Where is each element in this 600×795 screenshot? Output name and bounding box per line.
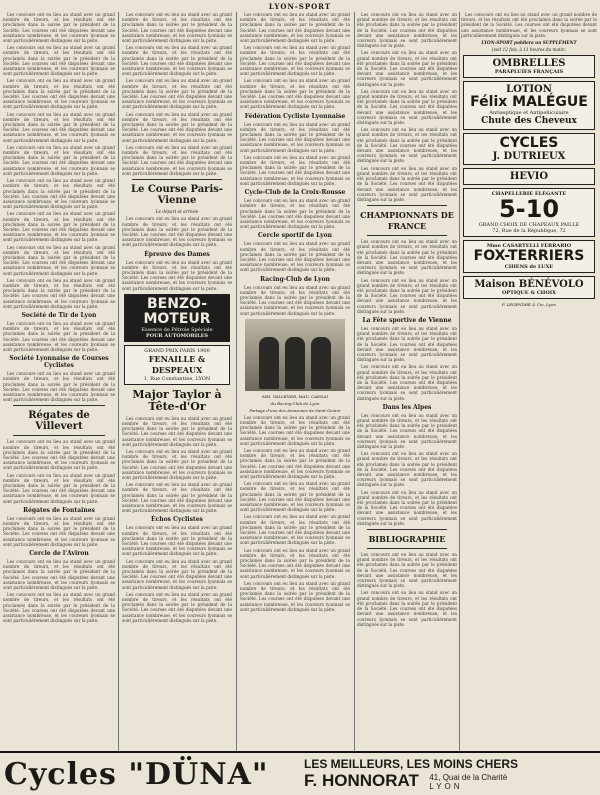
- separator: [367, 235, 447, 236]
- section-heading: Échos Cyclistes: [151, 516, 203, 524]
- photo-caption: Partage d'une des Amazones de Saint-Geoire: [249, 407, 341, 413]
- article-text: Les concours ont eu lieu au stand avec un grand nombre de tireurs, et les résultats ont été proclamés dans la soirée par le président de la Société. Les courses ont été disputées devant une assistance nombreuse, et les coureurs lyonnais se sont particulièrement distingués sur la piste.: [3, 439, 115, 471]
- section-heading: La Fête sportive de Vienne: [362, 316, 452, 324]
- article-text: Les concours ont eu lieu au stand avec un grand nombre de tireurs, et les résultats ont été proclamés dans la soirée par le président de la Société. Les courses ont été disputées devant une assistance nombreuse, et les coureurs lyonnais se sont particulièrement distingués sur la piste.: [240, 121, 350, 153]
- section-heading: Cercle sportif de Lyon: [257, 232, 332, 240]
- article-text: Les concours ont eu lieu au stand avec un grand nombre de tireurs, et les résultats ont été proclamés dans la soirée par le président de la Société. Les courses ont été disputées devant une assistance nombreuse, et les coureurs lyonnais se sont particulièrement distingués sur la piste.: [357, 239, 457, 276]
- article-text: Les concours ont eu lieu au stand avec un grand nombre de tireurs, et les résultats ont été proclamés dans la soirée par le président de la Société. Les courses ont été disputées devant une assistance nombreuse, et les coureurs lyonnais se sont particulièrement distingués sur la piste.: [357, 590, 457, 627]
- article-text: Les concours ont eu lieu au stand avec un grand nombre de tireurs, et les résultats ont été proclamés dans la soirée par le président de la Société. Les courses ont été disputées devant une assistance nombreuse, et les coureurs lyonnais se sont particulièrement distingués sur la piste.: [122, 144, 232, 176]
- article-text: Les concours ont eu lieu au stand avec un grand nombre de tireurs, et les résultats ont été proclamés dans la soirée par le président de la Société. Les courses ont été disputées devant une assistance nombreuse, et les coureurs lyonnais se sont particulièrement distingués sur la piste.: [240, 447, 350, 479]
- lotion-ad: [463, 81, 595, 130]
- article-text: Les concours ont eu lieu au stand avec un grand nombre de tireurs, et les résultats ont été proclamés dans la soirée par le président de la Société. Les courses ont été disputées devant une assistance nombreuse, et les coureurs lyonnais se sont particulièrement distingués sur la piste.: [122, 78, 232, 110]
- section-heading: Régates de Fontaines: [23, 506, 95, 514]
- supplement-notice: LYON-SPORT publiera un SUPPLÉMENT: [481, 40, 577, 46]
- section-heading: Cercle de l'Aviron: [29, 550, 89, 558]
- footer-address: 41, Quai de la Charité: [429, 772, 508, 782]
- article-text: Les concours ont eu lieu au stand avec un grand nombre de tireurs, et les résultats ont été proclamés dans la soirée par le président de la Société. Les courses ont été disputées devant une assistance nombreuse, et les coureurs lyonnais se sont particulièrement distingués sur la piste.: [461, 12, 597, 38]
- photo-caption: MM. VALLENER, MAU, CAENAI: [262, 393, 328, 399]
- article-text: Les concours ont eu lieu au stand avec un grand nombre de tireurs, et les résultats ont été proclamés dans la soirée par le président de la Société. Les courses ont été disputées devant une assistance nombreuse, et les coureurs lyonnais se sont particulièrement distingués sur la piste.: [240, 12, 350, 44]
- footer-right: [304, 757, 600, 791]
- ombrelles-ad: [463, 55, 595, 78]
- ad-line: Antiseptique et Antipelliculaire: [489, 110, 569, 117]
- footer-slogan: LES MEILLEURS, LES MOINS CHERS: [304, 757, 519, 771]
- article-text: Les concours ont eu lieu au stand avec un grand nombre de tireurs, et les résultats ont été proclamés dans la soirée par le président de la Société. Les courses ont été disputées devant une assistance nombreuse, et les coureurs lyonnais se sont particulièrement distingués sur la piste.: [122, 448, 232, 480]
- article-text: Les concours ont eu lieu au stand avec un grand nombre de tireurs, et les résultats ont été proclamés dans la soirée par le président de la Société. Les courses ont été disputées devant une assistance nombreuse, et les coureurs lyonnais se sont particulièrement distingués sur la piste.: [357, 277, 457, 314]
- ad-line: Essence de Pétrole Spéciale: [141, 326, 213, 333]
- team-photo: [245, 319, 345, 391]
- section-heading: Dans les Alpes: [382, 403, 432, 411]
- ad-title: HEVIO: [509, 171, 549, 183]
- section-heading: Racing-Club de Lyon: [260, 275, 330, 283]
- ad-title: OMBRELLES: [492, 58, 566, 70]
- article-text: Les concours ont eu lieu au stand avec un grand nombre de tireurs, et les résultats ont été proclamés dans la soirée par le président de la Société. Les courses ont été disputées devant une assistance nombreuse, et les coureurs lyonnais se sont particulièrement distingués sur la piste.: [3, 178, 115, 210]
- article-text: Les concours ont eu lieu au stand avec un grand nombre de tireurs, et les résultats ont été proclamés dans la soirée par le président de la Société. Les courses ont été disputées devant une assistance nombreuse, et les coureurs lyonnais se sont particulièrement distingués sur la piste.: [3, 277, 115, 309]
- article-text: Les concours ont eu lieu au stand avec un grand nombre de tireurs, et les résultats ont été proclamés dans la soirée par le président de la Société. Les courses ont été disputées devant une assistance nombreuse, et les coureurs lyonnais se sont particulièrement distingués sur la piste.: [122, 12, 232, 44]
- article-text: Les concours ont eu lieu au stand avec un grand nombre de tireurs, et les résultats ont été proclamés dans la soirée par le président de la Société. Les courses ont été disputées devant une assistance nombreuse, et les coureurs lyonnais se sont particulièrement distingués sur la piste.: [122, 591, 232, 623]
- article-text: Les concours ont eu lieu au stand avec un grand nombre de tireurs, et les résultats ont été proclamés dans la soirée par le président de la Société. Les courses ont été disputées devant une assistance nombreuse, et les coureurs lyonnais se sont particulièrement distingués sur la piste.: [357, 12, 457, 49]
- separator: [367, 548, 447, 549]
- column-1: [3, 12, 115, 751]
- footer-address-block: [429, 773, 507, 791]
- column-rule: [459, 12, 460, 751]
- column-4: [357, 12, 457, 751]
- column-rule: [354, 12, 355, 751]
- article-text: Les concours ont eu lieu au stand avec un grand nombre de tireurs, et les résultats ont été proclamés dans la soirée par le président de la Société. Les courses ont été disputées devant une assistance nombreuse, et les coureurs lyonnais se sont particulièrement distingués sur la piste.: [3, 78, 115, 110]
- section-heading: Société de Tir de Lyon: [21, 311, 97, 319]
- article-text: Les concours ont eu lieu au stand avec un grand nombre de tireurs, et les résultats ont été proclamés dans la soirée par le président de la Société. Les courses ont été disputées devant une assistance nombreuse, et les coureurs lyonnais se sont particulièrement distingués sur la piste.: [357, 364, 457, 401]
- article-text: Les concours ont eu lieu au stand avec un grand nombre de tireurs, et les résultats ont été proclamés dans la soirée par le président de la Société. Les courses ont été disputées devant une assistance nombreuse, et les coureurs lyonnais se sont particulièrement distingués sur la piste.: [122, 216, 232, 248]
- article-text: Les concours ont eu lieu au stand avec un grand nombre de tireurs, et les résultats ont été proclamés dans la soirée par le président de la Société. Les courses ont été disputées devant une assistance nombreuse, et les coureurs lyonnais se sont particulièrement distingués sur la piste.: [240, 241, 350, 273]
- ad-line: Chute des Cheveux: [481, 116, 577, 127]
- ad-line: 1, Rue Constantine, LYON: [143, 375, 211, 382]
- article-text: Les concours ont eu lieu au stand avec un grand nombre de tireurs, et les résultats ont été proclamés dans la soirée par le président de la Société. Les courses ont été disputées devant une assistance nombreuse, et les coureurs lyonnais se sont particulièrement distingués sur la piste.: [357, 50, 457, 87]
- article-text: Les concours ont eu lieu au stand avec un grand nombre de tireurs, et les résultats ont été proclamés dans la soirée par le président de la Société. Les courses ont été disputées devant une assistance nombreuse, et les coureurs lyonnais se sont particulièrement distingués sur la piste.: [240, 45, 350, 77]
- article-text: Les concours ont eu lieu au stand avec un grand nombre de tireurs, et les résultats ont été proclamés dans la soirée par le président de la Société. Les courses ont été disputées devant une assistance nombreuse, et les coureurs lyonnais se sont particulièrement distingués sur la piste.: [122, 45, 232, 77]
- printer-line: P. LEGENDRE & Cie, Lyon: [502, 302, 556, 308]
- article-text: Les concours ont eu lieu au stand avec un grand nombre de tireurs, et les résultats ont été proclamés dans la soirée par le président de la Société. Les courses ont été disputées devant une assistance nombreuse, et les coureurs lyonnais se sont particulièrement distingués sur la piste.: [357, 88, 457, 126]
- article-text: Les concours ont eu lieu au stand avec un grand nombre de tireurs, et les résultats ont été proclamés dans la soirée par le président de la Société. Les courses ont été disputées devant une assistance nombreuse, et les coureurs lyonnais se sont particulièrement distingués sur la piste.: [122, 111, 232, 143]
- article-text: Les concours ont eu lieu au stand avec un grand nombre de tireurs, et les résultats ont été proclamés dans la soirée par le président de la Société. Les courses ont été disputées devant une assistance nombreuse, et les coureurs lyonnais se sont particulièrement distingués sur la piste.: [3, 12, 115, 44]
- article-text: Les concours ont eu lieu au stand avec un grand nombre de tireurs, et les résultats ont été proclamés dans la soirée par le président de la Société. Les courses ont été disputées devant une assistance nombreuse, et les coureurs lyonnais se sont particulièrement distingués sur la piste.: [240, 198, 350, 230]
- ad-line: Mme CASARTELLI FERRARIO: [486, 243, 572, 250]
- article-title: Le Course Paris-Vienne: [130, 184, 224, 207]
- ad-line: OPTIQUE & CHOIX: [502, 290, 556, 297]
- article-text: Les concours ont eu lieu au stand avec un grand nombre de tireurs, et les résultats ont été proclamés dans la soirée par le président de la Société. Les courses ont été disputées devant une assistance nombreuse, et les coureurs lyonnais se sont particulièrement distingués sur la piste.: [357, 489, 457, 526]
- article-title: CHAMPIONNATS DE FRANCE: [360, 210, 454, 232]
- ad-title: Maison BÉNÉVOLO: [474, 279, 584, 291]
- article-text: Les concours ont eu lieu au stand avec un grand nombre de tireurs, et les résultats ont été proclamés dans la soirée par le président de la Société. Les courses ont été disputées devant une assistance nombreuse, et les coureurs lyonnais se sont particulièrement distingués sur la piste.: [3, 111, 115, 143]
- ad-line: POUR AUTOMOBILES: [145, 332, 209, 339]
- duna-cycles-footer-ad: [0, 751, 600, 795]
- benevolo-ad: [463, 276, 595, 299]
- article-text: Les concours ont eu lieu au stand avec un grand nombre de tireurs, et les résultats ont été proclamés dans la soirée par le président de la Société. Les courses ont été disputées devant une assistance nombreuse, et les coureurs lyonnais se sont particulièrement distingués sur la piste.: [357, 552, 457, 589]
- ad-line: CHIENS de LUXE: [504, 264, 554, 271]
- article-text: Les concours ont eu lieu au stand avec un grand nombre de tireurs, et les résultats ont été proclamés dans la soirée par le président de la Société. Les courses ont été disputées devant une assistance nombreuse, et les coureurs lyonnais se sont particulièrement distingués sur la piste.: [240, 414, 350, 446]
- article-text: Les concours ont eu lieu au stand avec un grand nombre de tireurs, et les résultats ont été proclamés dans la soirée par le président de la Société. Les courses ont été disputées devant une assistance nombreuse, et les coureurs lyonnais se sont particulièrement distingués sur la piste.: [3, 211, 115, 243]
- article-text: Les concours ont eu lieu au stand avec un grand nombre de tireurs, et les résultats ont été proclamés dans la soirée par le président de la Société. Les courses ont été disputées devant une assistance nombreuse, et les coureurs lyonnais se sont particulièrement distingués sur la piste.: [357, 127, 457, 164]
- article-text: Les concours ont eu lieu au stand avec un grand nombre de tireurs, et les résultats ont été proclamés dans la soirée par le président de la Société. Les courses ont été disputées devant une assistance nombreuse, et les coureurs lyonnais se sont particulièrement distingués sur la piste.: [357, 325, 457, 363]
- ad-line: GRAND CHOIX DE CHAPEAUX PAILLE: [478, 222, 580, 229]
- article-text: Les concours ont eu lieu au stand avec un grand nombre de tireurs, et les résultats ont été proclamés dans la soirée par le président de la Société. Les courses ont été disputées devant une assistance nombreuse, et les coureurs lyonnais se sont particulièrement distingués sur la piste.: [240, 514, 350, 546]
- section-heading: Société Lyonnaise de Courses Cyclistes: [9, 355, 109, 370]
- separator: [13, 405, 105, 406]
- supplement-notice: (soit 12 fois, à 11 heures du matin.: [491, 47, 567, 53]
- article-text: Les concours ont eu lieu au stand avec un grand nombre de tireurs, et les résultats ont été proclamés dans la soirée par le président de la Société. Les courses ont été disputées devant une assistance nombreuse, et les coureurs lyonnais se sont particulièrement distingués sur la piste.: [122, 482, 232, 514]
- article-text: Les concours ont eu lieu au stand avec un grand nombre de tireurs, et les résultats ont été proclamés dans la soirée par le président de la Société. Les courses ont été disputées devant une assistance nombreuse, et les coureurs lyonnais se sont particulièrement distingués sur la piste.: [3, 371, 115, 403]
- column-rule: [236, 12, 237, 751]
- article-text: Les concours ont eu lieu au stand avec un grand nombre de tireurs, et les résultats ont été proclamés dans la soirée par le président de la Société. Les courses ont été disputées devant une assistance nombreuse, et les coureurs lyonnais se sont particulièrement distingués sur la piste.: [122, 525, 232, 557]
- hevio-ad: [463, 168, 595, 185]
- article-text: Les concours ont eu lieu au stand avec un grand nombre de tireurs, et les résultats ont été proclamés dans la soirée par le président de la Société. Les courses ont été disputées devant une assistance nombreuse, et les coureurs lyonnais se sont particulièrement distingués sur la piste.: [3, 592, 115, 624]
- separator: [13, 435, 105, 436]
- person-figure: [311, 337, 331, 389]
- benzo-moteur-ad: [124, 294, 230, 342]
- article-text: Les concours ont eu lieu au stand avec un grand nombre de tireurs, et les résultats ont été proclamés dans la soirée par le président de la Société. Les courses ont été disputées devant une assistance nombreuse, et les coureurs lyonnais se sont particulièrement distingués sur la piste.: [357, 165, 457, 202]
- ad-title: CHAPELLERIE ÉLÉGANTE: [491, 191, 567, 198]
- fenaille-ad: [124, 345, 230, 385]
- article-text: Les concours ont eu lieu au stand avec un grand nombre de tireurs, et les résultats ont été proclamés dans la soirée par le président de la Société. Les courses ont été disputées devant une assistance nombreuse, et les coureurs lyonnais se sont particulièrement distingués sur la piste.: [240, 547, 350, 579]
- separator: [132, 179, 222, 180]
- article-text: Les concours ont eu lieu au stand avec un grand nombre de tireurs, et les résultats ont été proclamés dans la soirée par le président de la Société. Les courses ont été disputées devant une assistance nombreuse, et les coureurs lyonnais se sont particulièrement distingués sur la piste.: [240, 154, 350, 186]
- article-text: Les concours ont eu lieu au stand avec un grand nombre de tireurs, et les résultats ont été proclamés dans la soirée par le président de la Société. Les courses ont été disputées devant une assistance nombreuse, et les coureurs lyonnais se sont particulièrement distingués sur la piste.: [240, 284, 350, 316]
- ad-title: LOTION: [506, 84, 552, 96]
- column-rule: [118, 12, 119, 751]
- separator: [367, 205, 447, 206]
- article-text: Les concours ont eu lieu au stand avec un grand nombre de tireurs, et les résultats ont été proclamés dans la soirée par le président de la Société. Les courses ont été disputées devant une assistance nombreuse, et les coureurs lyonnais se sont particulièrement distingués sur la piste.: [3, 45, 115, 77]
- article-text: Les concours ont eu lieu au stand avec un grand nombre de tireurs, et les résultats ont été proclamés dans la soirée par le président de la Société. Les courses ont été disputées devant une assistance nombreuse, et les coureurs lyonnais se sont particulièrement distingués sur la piste.: [3, 244, 115, 276]
- article-title: BIBLIOGRAPHIE: [368, 534, 446, 545]
- article-text: Les concours ont eu lieu au stand avec un grand nombre de tireurs, et les résultats ont été proclamés dans la soirée par le président de la Société. Les courses ont été disputées devant une assistance nombreuse, et les coureurs lyonnais se sont particulièrement distingués sur la piste.: [240, 78, 350, 110]
- footer-city: LYON: [429, 781, 463, 791]
- article-text: Les concours ont eu lieu au stand avec un grand nombre de tireurs, et les résultats ont été proclamés dans la soirée par le président de la Société. Les courses ont été disputées devant une assistance nombreuse, et les coureurs lyonnais se sont particulièrement distingués sur la piste.: [3, 559, 115, 591]
- person-figure: [285, 337, 305, 389]
- dutrieux-cycles-ad: [463, 133, 595, 165]
- article-text: Les concours ont eu lieu au stand avec un grand nombre de tireurs, et les résultats ont été proclamés dans la soirée par le président de la Société. Les courses ont été disputées devant une assistance nombreuse, et les coureurs lyonnais se sont particulièrement distingués sur la piste.: [3, 144, 115, 176]
- ad-title: BENZO-MOTEUR: [143, 295, 211, 327]
- photo-caption: du Racing-Club de Lyon: [270, 400, 320, 406]
- section-heading: Épreuve des Dames: [144, 250, 210, 258]
- article-text: Les concours ont eu lieu au stand avec un grand nombre de tireurs, et les résultats ont été proclamés dans la soirée par le président de la Société. Les courses ont été disputées devant une assistance nombreuse, et les coureurs lyonnais se sont particulièrement distingués sur la piste.: [122, 415, 232, 447]
- ad-title: Félix MALÉGUE: [470, 94, 588, 111]
- chapellerie-ad: [463, 188, 595, 237]
- ad-title: J. DUTRIEUX: [492, 151, 566, 163]
- article-text: Les concours ont eu lieu au stand avec un grand nombre de tireurs, et les résultats ont été proclamés dans la soirée par le président de la Société. Les courses ont été disputées devant une assistance nombreuse, et les coureurs lyonnais se sont particulièrement distingués sur la piste.: [240, 481, 350, 513]
- ad-title: FOX-TERRIERS: [473, 248, 585, 265]
- article-text: Les concours ont eu lieu au stand avec un grand nombre de tireurs, et les résultats ont été proclamés dans la soirée par le président de la Société. Les courses ont été disputées devant une assistance nombreuse, et les coureurs lyonnais se sont particulièrement distingués sur la piste.: [122, 259, 232, 291]
- article-text: Les concours ont eu lieu au stand avec un grand nombre de tireurs, et les résultats ont été proclamés dans la soirée par le président de la Société. Les courses ont été disputées devant une assistance nombreuse, et les coureurs lyonnais se sont particulièrement distingués sur la piste.: [3, 515, 115, 547]
- footer-company: F. HONNORAT: [304, 771, 419, 790]
- ad-line: GRAND PRIX PARIS 1900: [144, 347, 210, 354]
- column-3: [240, 12, 350, 751]
- ad-line: PARAPLUIES FRANÇAIS: [494, 69, 564, 76]
- article-title: Major Taylor à Tête-d'Or: [132, 387, 222, 413]
- separator: [367, 529, 447, 530]
- ad-line: 72, Rue de la République, 72: [492, 228, 566, 235]
- ad-price: 5-10: [498, 195, 560, 224]
- section-heading: Fédération Cycliste Lyonnaise: [244, 112, 346, 120]
- column-2: [122, 12, 232, 751]
- ad-title: FENAILLE & DESPEAUX: [148, 353, 206, 375]
- fox-terriers-ad: [463, 240, 595, 273]
- duna-brand: Cycles "DÜNA": [4, 756, 269, 792]
- article-subtitle: Le départ et arrivée: [155, 209, 199, 215]
- article-text: Les concours ont eu lieu au stand avec un grand nombre de tireurs, et les résultats ont été proclamés dans la soirée par le président de la Société. Les courses ont été disputées devant une assistance nombreuse, et les coureurs lyonnais se sont particulièrement distingués sur la piste.: [240, 580, 350, 612]
- column-5-ads: [461, 12, 597, 751]
- person-figure: [259, 337, 279, 389]
- section-heading: Cycle-Club de la Croix-Rousse: [244, 189, 346, 197]
- article-text: Les concours ont eu lieu au stand avec un grand nombre de tireurs, et les résultats ont été proclamés dans la soirée par le président de la Société. Les courses ont été disputées devant une assistance nombreuse, et les coureurs lyonnais se sont particulièrement distingués sur la piste.: [122, 558, 232, 590]
- article-text: Les concours ont eu lieu au stand avec un grand nombre de tireurs, et les résultats ont été proclamés dans la soirée par le président de la Société. Les courses ont été disputées devant une assistance nombreuse, et les coureurs lyonnais se sont particulièrement distingués sur la piste.: [357, 451, 457, 488]
- article-text: Les concours ont eu lieu au stand avec un grand nombre de tireurs, et les résultats ont été proclamés dans la soirée par le président de la Société. Les courses ont été disputées devant une assistance nombreuse, et les coureurs lyonnais se sont particulièrement distingués sur la piste.: [357, 412, 457, 450]
- article-title: Régates de Villevert: [28, 410, 90, 433]
- running-head: LYON-SPORT: [268, 2, 332, 11]
- article-text: Les concours ont eu lieu au stand avec un grand nombre de tireurs, et les résultats ont été proclamés dans la soirée par le président de la Société. Les courses ont été disputées devant une assistance nombreuse, et les coureurs lyonnais se sont particulièrement distingués sur la piste.: [3, 320, 115, 352]
- ad-title: CYCLES: [499, 135, 559, 152]
- article-text: Les concours ont eu lieu au stand avec un grand nombre de tireurs, et les résultats ont été proclamés dans la soirée par le président de la Société. Les courses ont été disputées devant une assistance nombreuse, et les coureurs lyonnais se sont particulièrement distingués sur la piste.: [3, 472, 115, 504]
